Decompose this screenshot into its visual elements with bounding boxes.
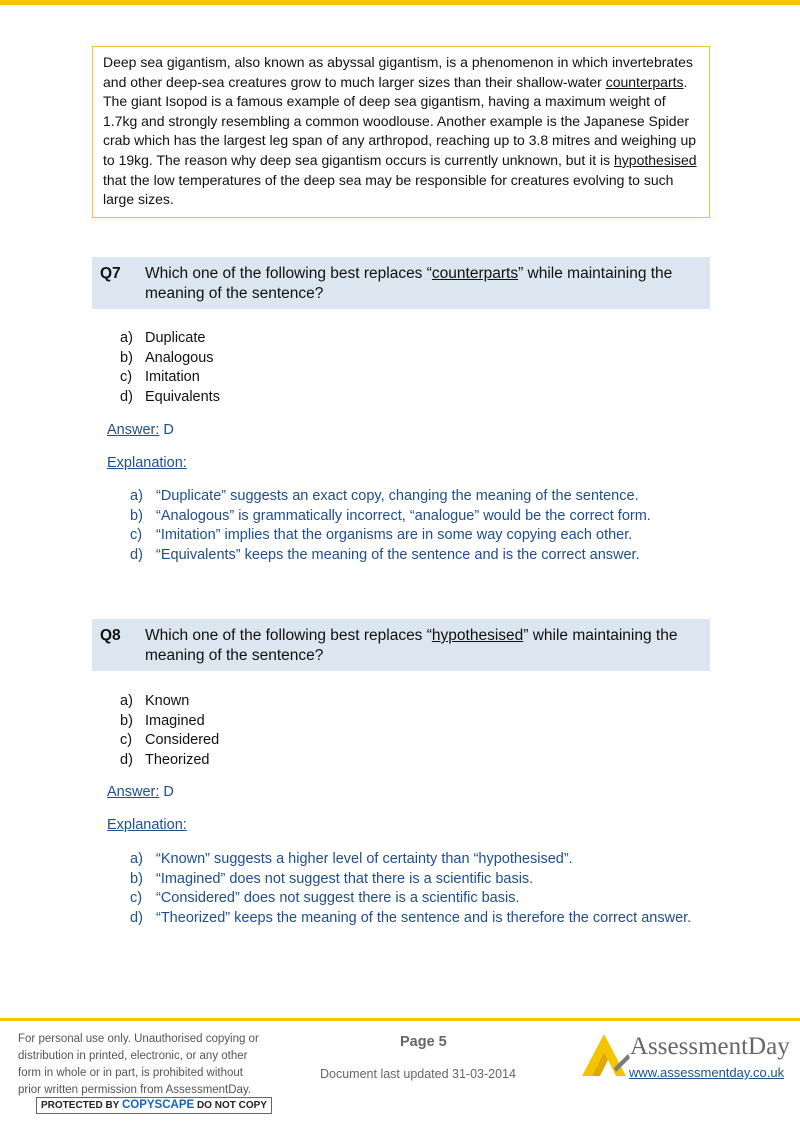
question-7-options (120, 329, 220, 407)
option-d: d) Equivalents (120, 388, 220, 405)
option-c: c) Imitation (120, 369, 200, 386)
top-accent-bar (0, 0, 800, 5)
question-7-explanation-label: Explanation: (107, 455, 187, 471)
question-7-header (92, 257, 710, 309)
option-b: b) Imagined (120, 712, 205, 729)
answer-value: D (159, 422, 174, 438)
option-c: c) Considered (120, 732, 220, 749)
passage-keyword-counterparts: counterparts (605, 73, 684, 90)
explanation-b: b) “Analogous” is grammatically incorrect, “analogue” would be the correct form. (130, 507, 651, 524)
question-8-explanations (130, 850, 691, 928)
explanation-a: a) “Known” suggests a higher level of certainty than “hypothesised”. (130, 851, 573, 867)
passage-text: . The giant Isopod is a famous example of deep sea gigantism, having a maximum weight of 1.7kg and strongly resembling a common woodlouse. Another example is the Japanese Spider crab which has the largest leg span of any arthropod, reaching up to 3.8 mitres and weighing up to 19kg. The reason why deep sea gigantism occurs is currently unknown, but it is (103, 73, 697, 168)
question-text: Which one of the following best replaces “hypothesised” while maintaining the meaning of the sentence? (145, 627, 678, 664)
passage-keyword-hypothesised: hypothesised (614, 151, 697, 168)
assessmentday-logo-icon (578, 1028, 630, 1085)
answer-value: D (159, 784, 174, 800)
question-keyword: hypothesised (431, 627, 524, 644)
explanation-b: b) “Imagined” does not suggest that there is a scientific basis. (130, 870, 534, 887)
question-text: Which one of the following best replaces “counterparts” while maintaining the meaning of the sentence? (145, 265, 673, 302)
passage-box (92, 46, 710, 218)
explanation-c: c) “Imitation” implies that the organisms are in some way copying each other. (130, 527, 633, 544)
answer-label: Answer: (107, 784, 160, 800)
explanation-c: c) “Considered” does not suggest there is a scientific basis. (130, 890, 520, 907)
option-b: b) Analogous (120, 349, 214, 366)
question-8-answer (107, 784, 174, 800)
passage-text: that the low temperatures of the deep sea may be responsible for creatures evolving to such large sizes. (103, 171, 674, 208)
explanation-d: d) “Equivalents” keeps the meaning of the sentence and is the correct answer. (130, 546, 640, 563)
question-8-options (120, 692, 219, 770)
passage-text: Deep sea gigantism, also known as abyssal gigantism, is a phenomenon in which invertebrates and other deep-sea creatures grow to much larger sizes than their shallow-water (103, 54, 693, 90)
option-a: a) Duplicate (120, 330, 206, 346)
question-8-explanation-label: Explanation: (107, 817, 187, 833)
explanation-d: d) “Theorized” keeps the meaning of the sentence and is therefore the correct answer. (130, 909, 692, 926)
copyright-notice: For personal use only. Unauthorised copying or distribution in printed, electronic, or any other form in whole or in part, is prohibited without prior written permission from AssessmentDay. (18, 1033, 259, 1096)
answer-label: Answer: (107, 422, 160, 438)
question-8-header (92, 619, 710, 671)
question-number: Q7 (100, 265, 121, 282)
copyscape-badge[interactable]: PROTECTED BY COPYSCAPE DO NOT COPY (36, 1097, 272, 1114)
question-number: Q8 (100, 627, 121, 644)
question-7-answer (107, 422, 174, 438)
page-number: Page 5 (400, 1034, 447, 1050)
explanation-a: a) “Duplicate” suggests an exact copy, changing the meaning of the sentence. (130, 488, 639, 504)
question-keyword: counterparts (431, 265, 519, 282)
website-link[interactable]: www.assessmentday.co.uk (629, 1065, 785, 1080)
document-updated-date: Document last updated 31-03-2014 (320, 1067, 516, 1081)
option-a: a) Known (120, 693, 190, 709)
question-7-explanations (130, 487, 651, 565)
footer-divider (0, 1018, 800, 1021)
option-d: d) Theorized (120, 751, 210, 768)
brand-name: AssessmentDay (630, 1033, 790, 1060)
